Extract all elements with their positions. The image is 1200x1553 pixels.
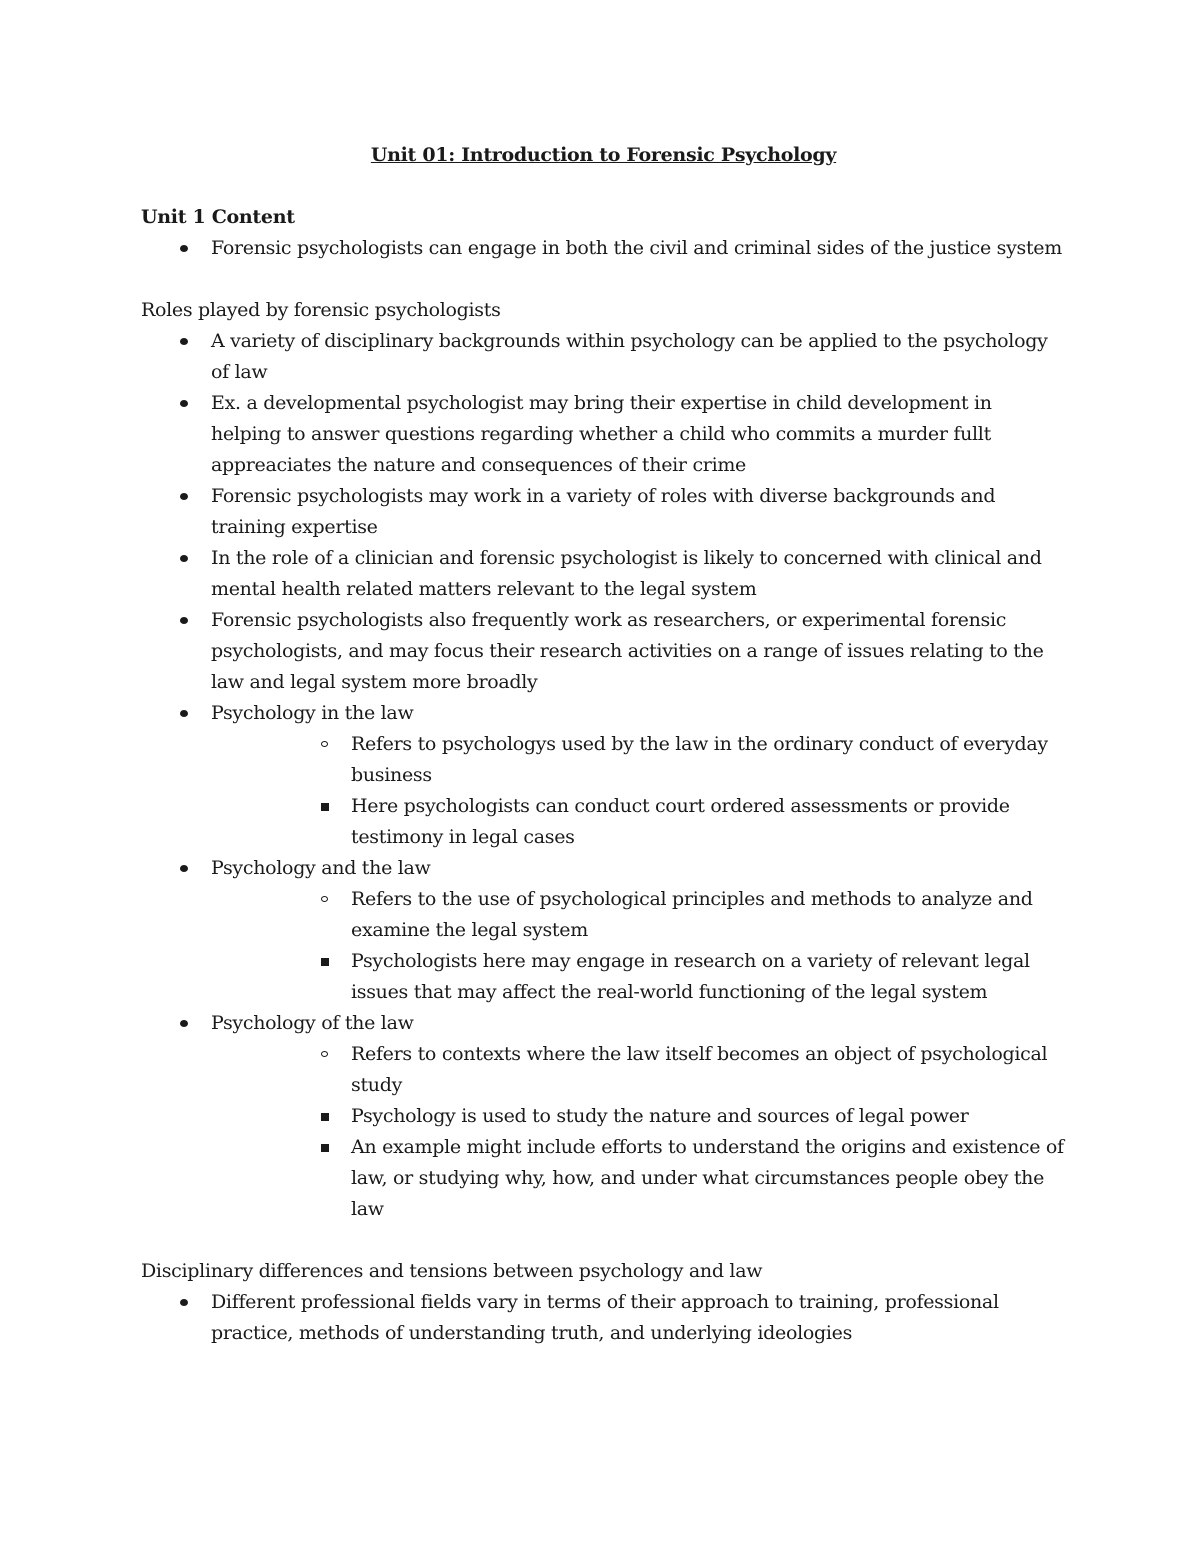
list-item: In the role of a clinician and forensic psychologist is likely to concerned with clinical and mental health related matters relevant to the legal system — [141, 543, 1066, 605]
sub-list-item — [281, 729, 1066, 853]
sub-sub-list-item: Psychologists here may engage in research on a variety of relevant legal issues that may affect the real-world functioning of the legal system — [281, 946, 1066, 1008]
sub-list-item-text: Refers to psychologys used by the law in the ordinary conduct of everyday business — [351, 733, 1048, 786]
list-item-label: Psychology in the law — [211, 702, 414, 724]
sub-sub-list-item: Psychology is used to study the nature and sources of legal power — [281, 1101, 1066, 1132]
list-item-label: Psychology and the law — [211, 857, 431, 879]
sub-list — [211, 729, 1066, 853]
list-item-psychology-of-the-law — [141, 1008, 1066, 1225]
sub-list-item — [281, 1039, 1066, 1225]
roles-list — [141, 326, 1066, 1225]
sub-sub-list-item: An example might include efforts to understand the origins and existence of law, or studying why, how, and under what circumstances people obey the law — [281, 1132, 1066, 1225]
list-item: Different professional fields vary in terms of their approach to training, professional practice, methods of understanding truth, and underlying ideologies — [141, 1287, 1066, 1349]
sub-list-item — [281, 884, 1066, 1008]
sub-sub-list — [281, 791, 1066, 853]
section-heading-unit-content: Unit 1 Content — [141, 206, 295, 228]
section-heading-roles: Roles played by forensic psychologists — [141, 299, 501, 321]
paragraph-spacer — [141, 1225, 1066, 1256]
list-item-psychology-and-the-law — [141, 853, 1066, 1008]
sub-list — [211, 884, 1066, 1008]
list-item: Forensic psychologists may work in a variety of roles with diverse backgrounds and training expertise — [141, 481, 1066, 543]
sub-list-item-text: Refers to the use of psychological principles and methods to analyze and examine the legal system — [351, 888, 1033, 941]
sub-list-item-text: Refers to contexts where the law itself becomes an object of psychological study — [351, 1043, 1048, 1096]
document-title: Unit 01: Introduction to Forensic Psychology — [370, 144, 837, 166]
paragraph-spacer — [141, 264, 1066, 295]
list-item-label: Psychology of the law — [211, 1012, 414, 1034]
sub-sub-list-item: Here psychologists can conduct court ordered assessments or provide testimony in legal cases — [281, 791, 1066, 853]
sub-list — [211, 1039, 1066, 1225]
list-item: A variety of disciplinary backgrounds within psychology can be applied to the psychology of law — [141, 326, 1066, 388]
unit-content-list — [141, 233, 1066, 264]
list-item: Ex. a developmental psychologist may bring their expertise in child development in helping to answer questions regarding whether a child who commits a murder fullt appreaciates the nature and consequences of their crime — [141, 388, 1066, 481]
list-item: Forensic psychologists also frequently work as researchers, or experimental forensic psychologists, and may focus their research activities on a range of issues relating to the law and legal system more broadly — [141, 605, 1066, 698]
sub-sub-list — [281, 1101, 1066, 1225]
list-item: Forensic psychologists can engage in both the civil and criminal sides of the justice system — [141, 233, 1066, 264]
section-heading-disciplinary-differences: Disciplinary differences and tensions between psychology and law — [141, 1260, 763, 1282]
disciplinary-list — [141, 1287, 1066, 1349]
list-item-psychology-in-the-law — [141, 698, 1066, 853]
document-content — [141, 140, 1066, 1349]
sub-sub-list — [281, 946, 1066, 1008]
